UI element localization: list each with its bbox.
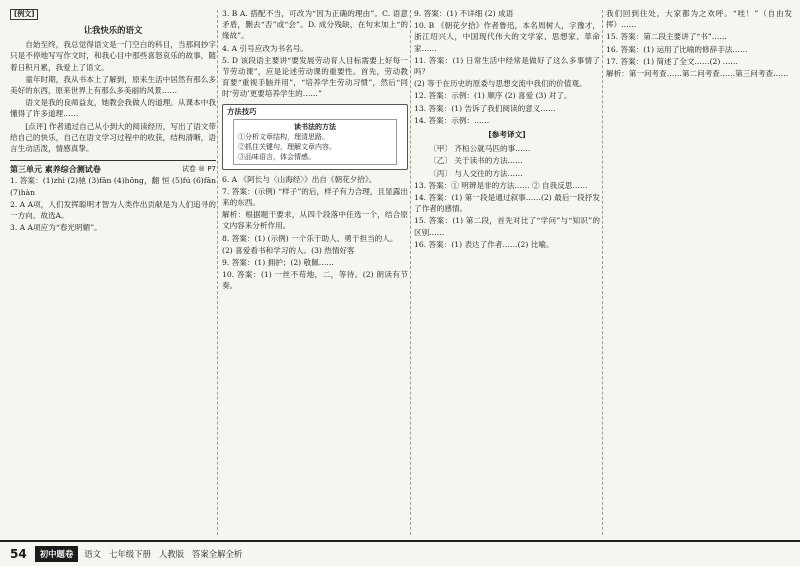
column-1 bbox=[10, 8, 216, 533]
answer-item: 8. 答案：(1) (示例) 一个乐于助人、勇于担当的人。 bbox=[222, 233, 398, 243]
method-tip-line: ②抓住关键句，理解文章内容。 bbox=[238, 142, 336, 151]
reference-translation-heading: [参考译文] bbox=[488, 130, 526, 140]
answer-item: 17. 答案：(1) 简述了全文……(2) …… bbox=[606, 56, 738, 66]
answer-item: 9. 答案：(1) 不详细 (2) 成语 bbox=[414, 9, 514, 18]
method-tips-heading: 方法技巧 bbox=[227, 106, 257, 116]
subject-label: 语文 bbox=[84, 549, 101, 559]
unit-page-ref: 试卷 ® P7 bbox=[181, 165, 216, 174]
answer-item: 3. B A. 搭配不当，可改为“因为正确的理由”。C. 语意矛盾，删去“否”或“会”。D. 成分残缺，在句末加上“的缘故”。 bbox=[222, 9, 408, 41]
method-tip-line: ①分析文章结构，理清思路。 bbox=[238, 132, 329, 141]
answer-item: 解析：根据题干要求，从四个段落中任选一个，结合原文内容来分析作用。 bbox=[222, 210, 408, 231]
translation-paragraph: 〔乙〕 关于读书的方法…… bbox=[429, 156, 523, 166]
answer-item: (2) 喜爱看书和学习的人。(3) 热情好客 bbox=[222, 245, 355, 255]
answer-item: (2) 等于在历史的原委与思想交流中我们的价值观。 bbox=[414, 79, 587, 89]
answer-item: 4. A 引号应改为书名号。 bbox=[222, 43, 308, 53]
answer-section-label: 答案全解全析 bbox=[191, 549, 243, 559]
answer-item: 12. 答案：示例：(1) 顺序 (2) 喜爱 (3) 对了。 bbox=[414, 91, 572, 101]
column-4 bbox=[606, 8, 792, 533]
method-tips-inner bbox=[233, 119, 397, 165]
column-3 bbox=[414, 8, 600, 533]
translation-paragraph: 〔甲〕 齐桓公就马匹的事…… bbox=[429, 144, 531, 154]
answer-item: 10. 答案：(1) 一丝不苟地，二，等待。(2) 朗读有节奏。 bbox=[222, 270, 408, 291]
essay-paragraph: 语文是我的良师益友，她教会我做人的道理。从课本中我懂得了许多道理…… bbox=[10, 98, 216, 119]
answer-item: 13. 答案：(1) 告诉了我们阅读的意义…… bbox=[414, 103, 556, 113]
answer-item: 3. A A项应为“春光明媚”。 bbox=[10, 223, 102, 233]
answer-item: 9. 答案：(1) 拥护；(2) 敬佩…… bbox=[222, 258, 334, 268]
method-tip-line: ③品味语言，体会情感。 bbox=[238, 152, 315, 161]
answer-item: 13. 答案：① 明辨是非的方法…… ② 自我反思…… bbox=[414, 180, 588, 190]
grade-label: 七年级下册 bbox=[108, 549, 151, 559]
column-divider bbox=[217, 10, 218, 535]
unit-heading bbox=[10, 160, 216, 175]
answer-item: 15. 答案：(1) 第二段，首先对比了“学问”与“知识”的区别…… bbox=[414, 216, 600, 237]
answer-item: 14. 答案：示例：…… bbox=[414, 115, 490, 125]
answer-item: 11. 答案：(1) 日常生活中经常是做好了这么多事情了吗？ bbox=[414, 55, 600, 77]
answer-item: 我们回到住处，大家都为之欢呼。“哇！”（自由发挥）…… bbox=[606, 9, 792, 30]
page-footer bbox=[0, 540, 800, 566]
answer-item: 解析：第一问考查……第二问考查……第三问考查…… bbox=[606, 69, 789, 79]
edition-label: 人教版 bbox=[158, 549, 184, 559]
answer-item: 7. 答案：(示例) “样子”的后，样子有力合理，且显露出来的东西。 bbox=[222, 186, 408, 208]
answer-item: 6. A 《阿长与〈山海经〉》出自《朝花夕拾》。 bbox=[222, 174, 377, 184]
answer-item: 1. 答案：(1)zhì (2)驰 (3)fān (4)hōng，翻 恒 (5)fú (6)fān (7)hàn bbox=[10, 176, 216, 197]
answer-item: 2. A A项，人们发挥聪明才智为人类作出贡献是为人们追寻的一方向。故选A。 bbox=[10, 199, 216, 221]
translation-paragraph: 〔丙〕 与人交往的方法…… bbox=[429, 168, 523, 178]
answer-item: 16. 答案：(1) 运用了比喻的修辞手法…… bbox=[606, 44, 748, 54]
column-2 bbox=[222, 8, 408, 533]
example-tag: [例文] bbox=[10, 9, 38, 20]
essay-review: [点评] 作者通过自己从小到大的阅读经历，写出了语文带给自己的快乐，自己在语文学习过程中的收获，结构清晰，语言生动活泼，情感真挚。 bbox=[10, 121, 216, 154]
answer-item: 16. 答案：(1) 表达了作者……(2) 比喻。 bbox=[414, 239, 554, 249]
answer-item: 15. 答案：第二段主要讲了“书”…… bbox=[606, 32, 727, 42]
column-divider bbox=[602, 10, 603, 535]
essay-title: 让我快乐的语文 bbox=[83, 25, 143, 35]
column-divider bbox=[410, 10, 411, 535]
method-tips-title: 读书法的方法 bbox=[294, 121, 336, 131]
essay-paragraph: 童年时期，我从书本上了解到，原来生活中居然有那么多美好的东西，原来世界上有那么多美丽的风景…… bbox=[10, 74, 216, 96]
brand-logo: 初中题卷 bbox=[35, 546, 79, 562]
unit-label: 第三单元 素养综合测试卷 bbox=[10, 165, 101, 175]
page-number: 54 bbox=[10, 547, 27, 561]
essay-paragraph: 自始至终，我总觉得语文是一门空白的科目，当那间抄字只是不停地写写作文时，和我心目中那些喜怒哀乐的故事，随着日积月累，我爱上了语文。 bbox=[10, 40, 216, 72]
method-tips-box bbox=[222, 104, 408, 170]
answer-item: 14. 答案：(1) 第一段是通过叙事……(2) 最后一段抒发了作者的感情。 bbox=[414, 193, 600, 214]
answer-item: 10. B 《朝花夕拾》作者鲁迅，本名周树人，字豫才，浙江绍兴人，中国现代伟大的文学家、思想家、革命家…… bbox=[414, 21, 600, 53]
answer-item: 5. D 该段语主要讲“要发展劳动育人目标需要上好每一节劳动课”，应是论述劳动课的重要性。首先，劳动教育要“重视手脑并用”，“培养学生劳动习惯”，然后“同时‘劳动’更要培养学生的……” bbox=[222, 55, 408, 99]
